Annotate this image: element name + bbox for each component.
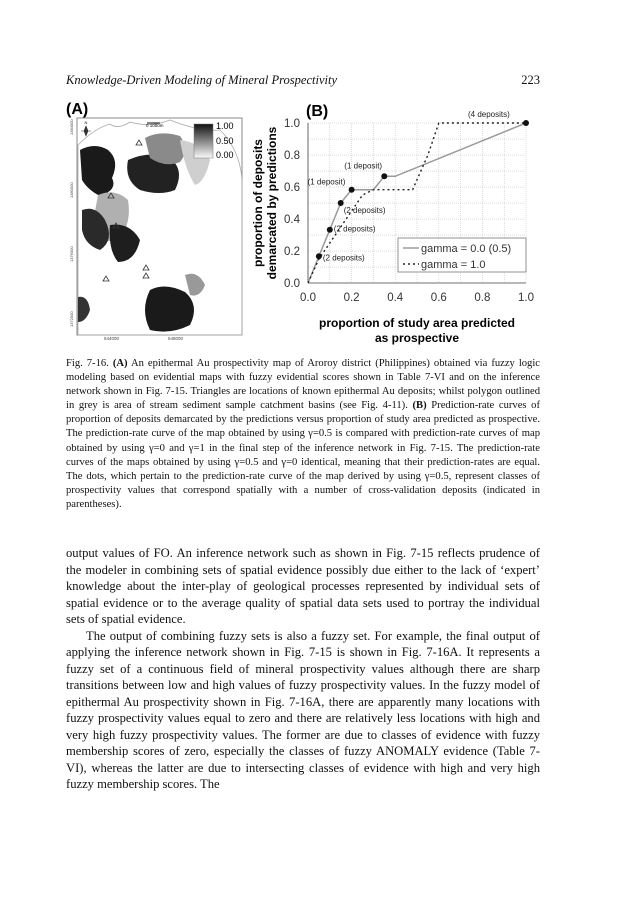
svg-text:(4 deposits): (4 deposits) — [468, 110, 510, 119]
scale-bar — [146, 123, 164, 128]
page-number: 223 — [521, 73, 540, 87]
svg-text:0.00: 0.00 — [216, 150, 234, 160]
svg-text:1.00: 1.00 — [216, 121, 234, 131]
panel-a-label: (A) — [66, 101, 89, 118]
svg-text:0.50: 0.50 — [216, 136, 234, 146]
panel-b-label: (B) — [306, 103, 329, 120]
svg-text:0.8: 0.8 — [474, 292, 491, 304]
svg-text:0.0: 0.0 — [300, 292, 316, 304]
figure-caption — [66, 357, 540, 512]
svg-text:(2 deposits): (2 deposits) — [343, 206, 386, 215]
paragraph: output values of FO. An inference network such as shown in Fig. 7-15 reflects prudence of the modeler in combining sets of spatial evidence possibly due either to the lack of ‘expert’ knowledge about the inter-play of geological processes represented by individual sets of spatial evidence or to the average quality of spatial data sets used to portray the individual sets of spatial evidence. — [66, 546, 540, 626]
caption-a-label: (A) — [112, 358, 128, 369]
svg-text:N: N — [84, 120, 88, 125]
svg-text:0.6: 0.6 — [430, 292, 447, 304]
panel-b-chart — [251, 103, 534, 345]
svg-text:0.4: 0.4 — [387, 292, 404, 304]
svg-text:0.6: 0.6 — [284, 182, 300, 194]
legend-series-0: gamma = 0.0 (0.5) — [421, 243, 512, 255]
svg-text:0 1000m: 0 1000m — [146, 123, 164, 128]
svg-text:0.0: 0.0 — [284, 278, 300, 290]
svg-text:1384000: 1384000 — [69, 119, 74, 135]
svg-text:0.4: 0.4 — [284, 214, 300, 226]
running-title: Knowledge-Driven Modeling of Mineral Prospectivity — [66, 73, 338, 87]
svg-text:1372000: 1372000 — [69, 311, 74, 327]
caption-fig-id: Fig. 7-16. — [66, 358, 109, 369]
chart-ticks — [284, 118, 534, 304]
x-axis-label-line1: proportion of study area predicted — [318, 316, 516, 330]
y-axis-label-line2: demarcated by predictions — [265, 126, 279, 280]
caption-b-label: (B) — [412, 400, 427, 412]
svg-text:(2 deposits): (2 deposits) — [333, 224, 376, 234]
paragraph: The output of combining fuzzy sets is also a fuzzy set. For example, the final output of applying the inference network shown in Fig. 7-15 is shown in Fig. 7-16A. It represents a fuzzy set of a continuous field of mineral prospectivity values although there are sharp transitions between low and high values of fuzzy prospectivity values. In the fuzzy model of epithermal Au prospectivity shown in Fig. 7-16A, there are apparently many locations with fuzzy prospectivity values equal to zero and there are relatively less locations with high and very high fuzzy prospectivity values. The former are due to classes of evidence with fuzzy membership scores of zero, especially the classes of fuzzy ANOMALY evidence (Table 7-VI), whereas the latter are due to intersecting classes of evidence with high and very high fuzzy membership scores. The — [66, 628, 540, 791]
svg-text:548000: 548000 — [168, 336, 184, 341]
svg-text:0.2: 0.2 — [343, 292, 360, 304]
svg-text:0.8: 0.8 — [284, 150, 300, 162]
legend-series-1: gamma = 1.0 — [421, 259, 486, 271]
svg-text:1376000: 1376000 — [69, 246, 74, 262]
caption-b-text: Prediction-rate curves of proportion of deposits demarcated by the predictions versus proportion of study area predicted as prospective. The prediction-rate curve of the map obtained by using γ=0.5 is compared with prediction-rate curves of map obtained by using γ=0 and γ=1 in the final step of the inference network in Fig. 7-15. The prediction-rate curves of the maps obtained by using γ=0.5 and γ=0 identical, meaning that their prediction-rates are equal. The dots, which pertain to the prediction-rate curve of the map derived by using γ=0.5, represent classes of prospectivity values that correspond spatially with a number of cross-validation deposits (indicated in parentheses). — [66, 400, 540, 510]
svg-text:(1 deposit): (1 deposit) — [307, 177, 346, 187]
figure-7-16 — [60, 96, 550, 354]
svg-text:1.0: 1.0 — [284, 118, 300, 130]
svg-text:544000: 544000 — [104, 336, 120, 341]
y-axis-label-line1: proportion of deposits — [251, 139, 265, 267]
chart-legend — [398, 238, 526, 272]
body-text — [66, 545, 540, 793]
x-axis-label-line2: as prospective — [374, 331, 460, 345]
caption-a-text: An epithermal Au prospectivity map of Aroroy district (Philippines) obtained via fuzzy logic modeling based on evidential maps with fuzzy evidential scores shown in Table 7-VI and on the inference network shown in Fig. 7-15. Triangles are locations of known epithermal Au deposits; whilst polygon outlined in grey is area of stream sediment sample catchment basins (see Fig. 4-11). — [66, 358, 541, 412]
running-header — [66, 73, 540, 89]
svg-text:(1 deposit): (1 deposit) — [344, 161, 383, 171]
svg-text:0.2: 0.2 — [284, 246, 300, 258]
svg-text:1380000: 1380000 — [69, 182, 74, 198]
panel-a-map — [66, 101, 242, 341]
svg-text:(2 deposits): (2 deposits) — [322, 253, 365, 263]
svg-text:1.0: 1.0 — [518, 292, 534, 304]
